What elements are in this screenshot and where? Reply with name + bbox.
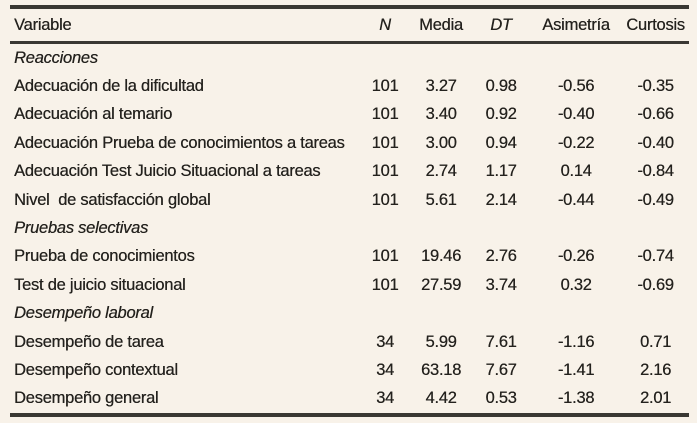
value-cell: 3.74	[485, 275, 517, 294]
value-cell: 3.27	[425, 77, 457, 96]
value-cell: 2.76	[485, 247, 517, 266]
variable-cell: Prueba de conocimientos	[14, 247, 195, 266]
table-row	[10, 72, 689, 100]
column-header-n: N	[360, 7, 410, 43]
value-cell: 19.46	[420, 247, 462, 266]
value-cell: -0.84	[637, 162, 674, 181]
column-header-asimetria: Asimetría	[530, 7, 622, 43]
table-row	[10, 328, 689, 356]
value-cell: 3.00	[425, 133, 457, 152]
table-row	[10, 385, 689, 415]
variable-cell: Adecuación Prueba de conocimientos a tareas	[14, 133, 345, 152]
value-cell: 5.61	[425, 190, 457, 209]
section-title: Pruebas selectivas	[14, 219, 148, 238]
value-cell: 0.94	[485, 133, 517, 152]
value-cell: -0.22	[557, 133, 595, 152]
value-cell: -0.35	[637, 77, 674, 96]
value-cell: -0.40	[637, 133, 674, 152]
descriptive-statistics-table	[10, 5, 689, 417]
section-row	[10, 43, 689, 73]
column-header-variable: Variable	[10, 7, 360, 43]
value-cell: -0.74	[637, 247, 674, 266]
value-cell: 101	[371, 247, 399, 266]
variable-cell: Desempeño contextual	[14, 360, 178, 379]
value-cell: -0.49	[637, 190, 674, 209]
value-cell: 0.71	[639, 332, 672, 351]
value-cell: 101	[371, 77, 399, 96]
value-cell: 34	[376, 332, 394, 351]
table-header	[10, 7, 689, 43]
section-title: Desempeño laboral	[14, 304, 153, 323]
value-cell: 63.18	[420, 360, 462, 379]
table-row	[10, 356, 689, 384]
value-cell: 2.14	[485, 190, 517, 209]
value-cell: 101	[371, 105, 399, 124]
section-row	[10, 214, 689, 242]
table-row	[10, 101, 689, 129]
value-cell: 0.98	[485, 77, 517, 96]
value-cell: 2.01	[639, 389, 672, 408]
value-cell: 27.59	[420, 275, 462, 294]
value-cell: 2.74	[425, 162, 457, 181]
section-row	[10, 300, 689, 328]
variable-cell: Adecuación de la dificultad	[14, 77, 204, 96]
value-cell: 0.14	[560, 162, 592, 181]
value-cell: -1.16	[557, 332, 595, 351]
column-header-dt: DT	[472, 7, 530, 43]
value-cell: -0.26	[557, 247, 595, 266]
value-cell: -1.38	[557, 389, 595, 408]
value-cell: -0.40	[557, 105, 595, 124]
value-cell: 101	[371, 275, 399, 294]
value-cell: -1.41	[557, 360, 595, 379]
value-cell: -0.44	[557, 190, 595, 209]
table-row	[10, 243, 689, 271]
value-cell: 101	[371, 162, 399, 181]
value-cell: -0.69	[637, 275, 674, 294]
table-row	[10, 158, 689, 186]
value-cell: 101	[371, 133, 399, 152]
value-cell: 5.99	[425, 332, 457, 351]
value-cell: 4.42	[425, 389, 457, 408]
variable-cell: Desempeño de tarea	[14, 332, 164, 351]
value-cell: 1.17	[485, 162, 517, 181]
value-cell: 0.53	[485, 389, 517, 408]
value-cell: 7.67	[485, 360, 517, 379]
variable-cell: Adecuación Test Juicio Situacional a tareas	[14, 162, 321, 181]
section-title: Reacciones	[14, 48, 98, 67]
column-header-curtosis: Curtosis	[622, 7, 689, 43]
value-cell: 34	[376, 360, 394, 379]
variable-cell: Test de juicio situacional	[14, 275, 186, 294]
value-cell: 7.61	[485, 332, 517, 351]
table-row	[10, 129, 689, 157]
value-cell: -0.56	[557, 77, 595, 96]
value-cell: 0.92	[485, 105, 517, 124]
header-row	[10, 7, 689, 43]
value-cell: 101	[371, 190, 399, 209]
value-cell: 2.16	[639, 360, 672, 379]
table-body	[10, 43, 689, 416]
variable-cell: Adecuación al temario	[14, 105, 173, 124]
value-cell: 3.40	[425, 105, 457, 124]
table-row	[10, 271, 689, 299]
variable-cell: Nivel de satisfacción global	[14, 190, 211, 209]
variable-cell: Desempeño general	[14, 389, 159, 408]
table-row	[10, 186, 689, 214]
value-cell: 0.32	[560, 275, 592, 294]
value-cell: -0.66	[637, 105, 674, 124]
column-header-media: Media	[410, 7, 472, 43]
value-cell: 34	[376, 389, 394, 408]
